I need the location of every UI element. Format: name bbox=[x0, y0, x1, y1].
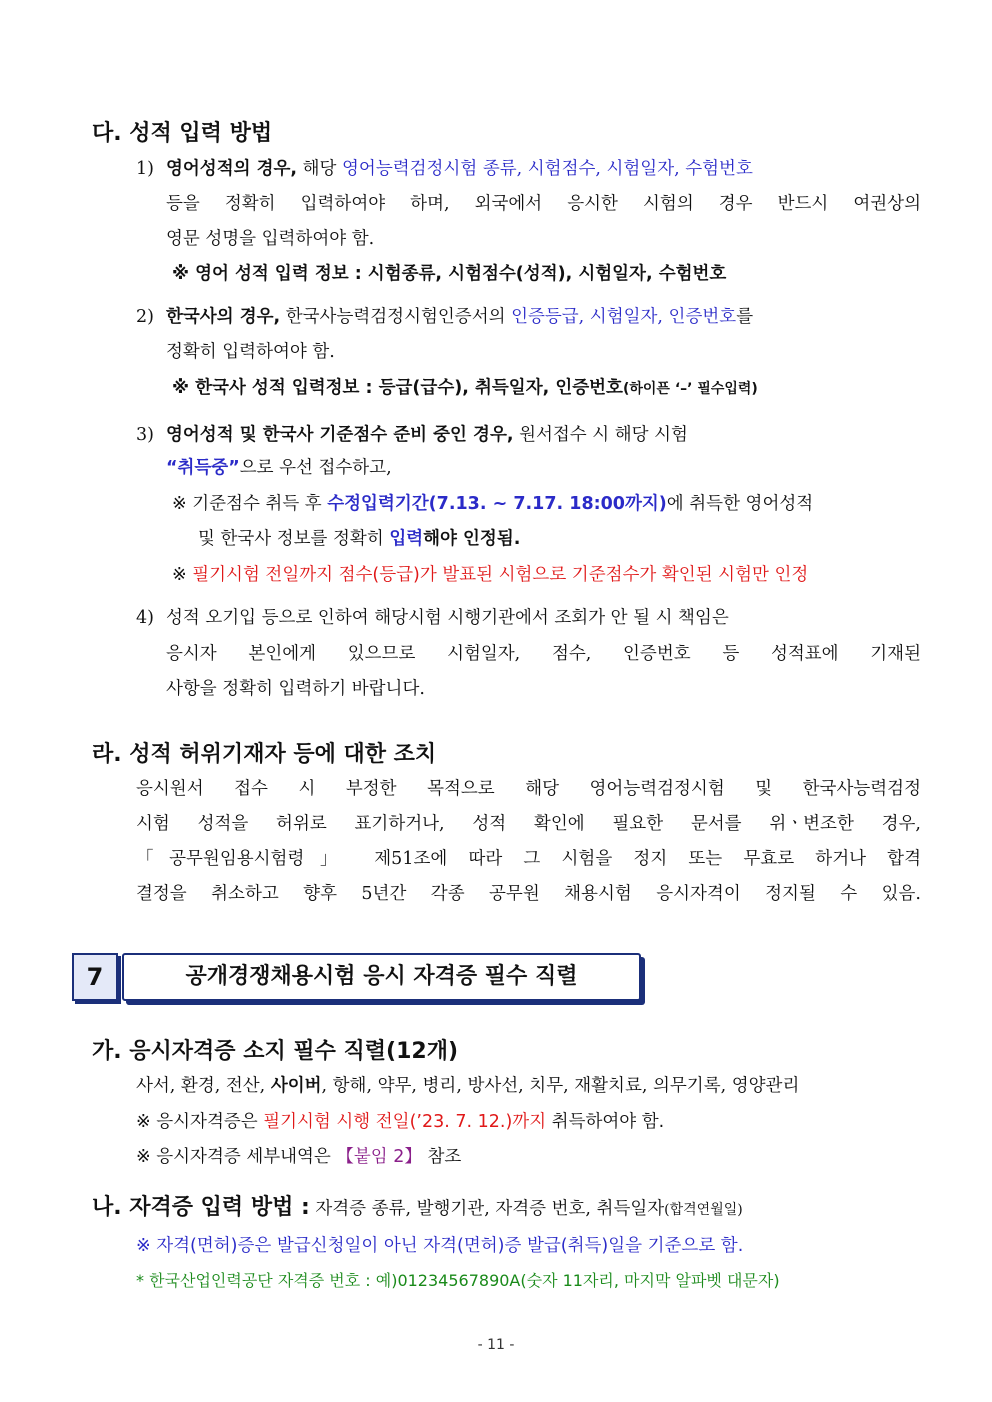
item1-note: ※ 영어 성적 입력 정보 : 시험종류, 시험점수(성적), 시험일자, 수험번호 bbox=[172, 264, 727, 284]
item3-note1-line1: ※ 기준점수 취득 후 수정입력기간(7.13. ~ 7.17. 18:00까지)에 취득한 영어성적 bbox=[172, 494, 814, 514]
item4-line1: 4) 성적 오기입 등으로 인하여 해당시험 시행기관에서 조회가 안 될 시 책임은 bbox=[136, 608, 729, 628]
ra-line3: 「공무원임용시험령」 제51조에 따라 그 시험을 정지 또는 무효로 하거나 합격 bbox=[136, 849, 921, 869]
page-number: - 11 - bbox=[477, 1337, 515, 1353]
ga-list: 사서, 환경, 전산, 사이버, 항해, 약무, 병리, 방사선, 치무, 재활치료, 의무기록, 영양관리 bbox=[136, 1076, 800, 1096]
ra-line2: 시험 성적을 허위로 표기하거나, 성적 확인에 필요한 문서를 위ㆍ변조한 경우, bbox=[136, 814, 921, 834]
item4-line2: 응시자 본인에게 있으므로 시험일자, 점수, 인증번호 등 성적표에 기재된 bbox=[166, 644, 921, 664]
item3-note2: ※ 필기시험 전일까지 점수(등급)가 발표된 시험으로 기준점수가 확인된 시험만 인정 bbox=[172, 565, 809, 585]
item3-note1-line2: 및 한국사 정보를 정확히 입력해야 인정됨. bbox=[198, 529, 521, 549]
na-line: 나. 자격증 입력 방법 : 자격증 종류, 발행기관, 자격증 번호, 취득일자(합격연월일) bbox=[92, 1195, 743, 1220]
na-note-blue: ※ 자격(면허)증은 발급신청일이 아닌 자격(면허)증 발급(취득)일을 기준으로 함. bbox=[136, 1236, 744, 1256]
item2-line1: 2) 한국사의 경우, 한국사능력검정시험인증서의 인증등급, 시험일자, 인증번호를 bbox=[136, 307, 754, 327]
item3-line1: 3) 영어성적 및 한국사 기준점수 준비 중인 경우, 원서접수 시 해당 시험 bbox=[136, 425, 688, 445]
heading-da: 다. 성적 입력 방법 bbox=[92, 121, 273, 146]
item4-line3: 사항을 정확히 입력하기 바랍니다. bbox=[166, 679, 425, 699]
item2-note: ※ 한국사 성적 입력정보 : 등급(급수), 취득일자, 인증번호(하이픈 ‘–’ 필수입력) bbox=[172, 378, 758, 398]
item2-line2: 정확히 입력하여야 함. bbox=[166, 342, 335, 362]
heading-ra: 라. 성적 허위기재자 등에 대한 조치 bbox=[92, 742, 437, 767]
ga-note1: ※ 응시자격증은 필기시험 시행 전일(’23. 7. 12.)까지 취득하여야 함. bbox=[136, 1112, 665, 1132]
item3-line2: “취득중”으로 우선 접수하고, bbox=[166, 458, 392, 478]
section-title-banner: 공개경쟁채용시험 응시 자격증 필수 직렬 bbox=[122, 953, 641, 1001]
ga-note2: ※ 응시자격증 세부내역은 【붙임 2】 참조 bbox=[136, 1147, 462, 1167]
ra-line4: 결정을 취소하고 향후 5년간 각종 공무원 채용시험 응시자격이 정지될 수 있음. bbox=[136, 884, 921, 904]
item1-line2: 등을 정확히 입력하여야 하며, 외국에서 응시한 시험의 경우 반드시 여권상의 bbox=[166, 194, 921, 214]
ra-line1: 응시원서 접수 시 부정한 목적으로 해당 영어능력검정시험 및 한국사능력검정 bbox=[136, 779, 921, 799]
item1-line3: 영문 성명을 입력하여야 함. bbox=[166, 229, 375, 249]
na-note-green: * 한국산업인력공단 자격증 번호 : 예)01234567890A(숫자 11자리, 마지막 알파벳 대문자) bbox=[136, 1271, 780, 1290]
heading-ga: 가. 응시자격증 소지 필수 직렬(12개) bbox=[92, 1039, 458, 1064]
section-number-badge: 7 bbox=[72, 953, 118, 1001]
item1-line1: 1) 영어성적의 경우, 해당 영어능력검정시험 종류, 시험점수, 시험일자, 수험번호 bbox=[136, 159, 753, 179]
